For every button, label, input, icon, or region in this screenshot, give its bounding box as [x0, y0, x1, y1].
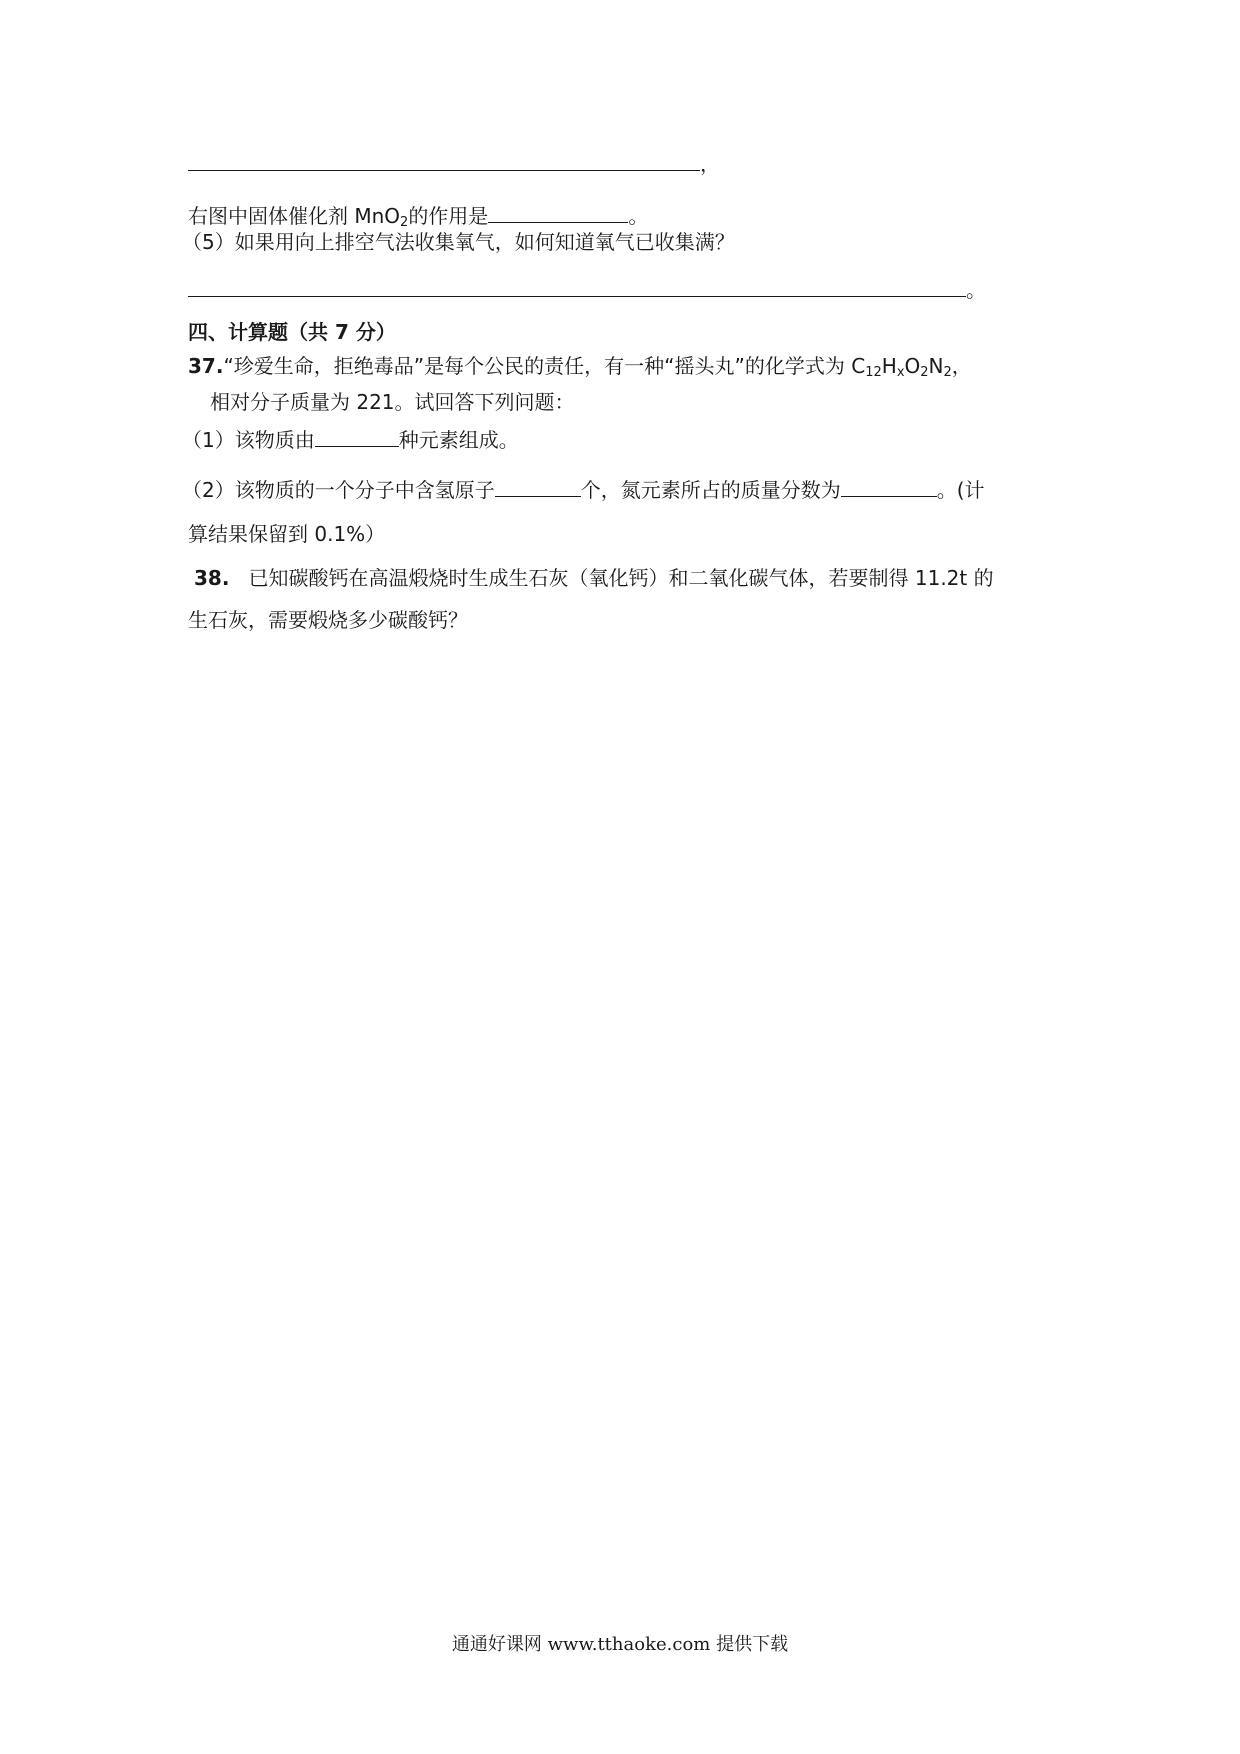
mno2-question: 右图中固体催化剂 MnO$_2$的作用是 。 — [188, 204, 649, 230]
q37-part2: （2）该物质的一个分子中含氢原子 个，氮元素所占的质量分数为 。(计 — [182, 478, 985, 502]
answer-line-2: 。 — [188, 276, 986, 304]
footer-credit: 通通好课网 www.tthaoke.com 提供下载 — [451, 1634, 789, 1655]
answer-blank[interactable] — [188, 150, 700, 171]
q37-part1: （1）该物质由 种元素组成。 — [182, 428, 519, 452]
hydrogen-count-blank[interactable] — [495, 476, 581, 497]
answer-blank[interactable] — [188, 276, 966, 297]
q38-line1: 38. 已知碳酸钙在高温煅烧时生成生石灰（氧化钙）和二氧化碳气体，若要制得 11.2t 的 — [194, 566, 994, 590]
answer-line-1: ， — [188, 150, 720, 178]
section-title: 四、计算题（共 7 分） — [188, 320, 396, 344]
q37-line1: 37.“珍爱生命，拒绝毒品”是每个公民的责任，有一种“摇头丸”的化学式为 $C_{12}H_xO_2N_2$， — [188, 354, 972, 380]
q38-line2: 生石灰，需要煅烧多少碳酸钙？ — [188, 608, 468, 632]
q37-part2-line2: 算结果保留到 0.1%） — [188, 522, 386, 546]
part5-question: （5）如果用向上排空气法收集氧气，如何知道氧气已收集满？ — [182, 230, 735, 254]
nitrogen-fraction-blank[interactable] — [841, 476, 937, 497]
q38-number: 38. — [194, 566, 230, 590]
q37-line2: 相对分子质量为 221。试回答下列问题： — [210, 390, 575, 414]
element-count-blank[interactable] — [315, 426, 399, 447]
q37-number: 37. — [188, 354, 224, 378]
mno2-blank[interactable] — [488, 202, 628, 223]
